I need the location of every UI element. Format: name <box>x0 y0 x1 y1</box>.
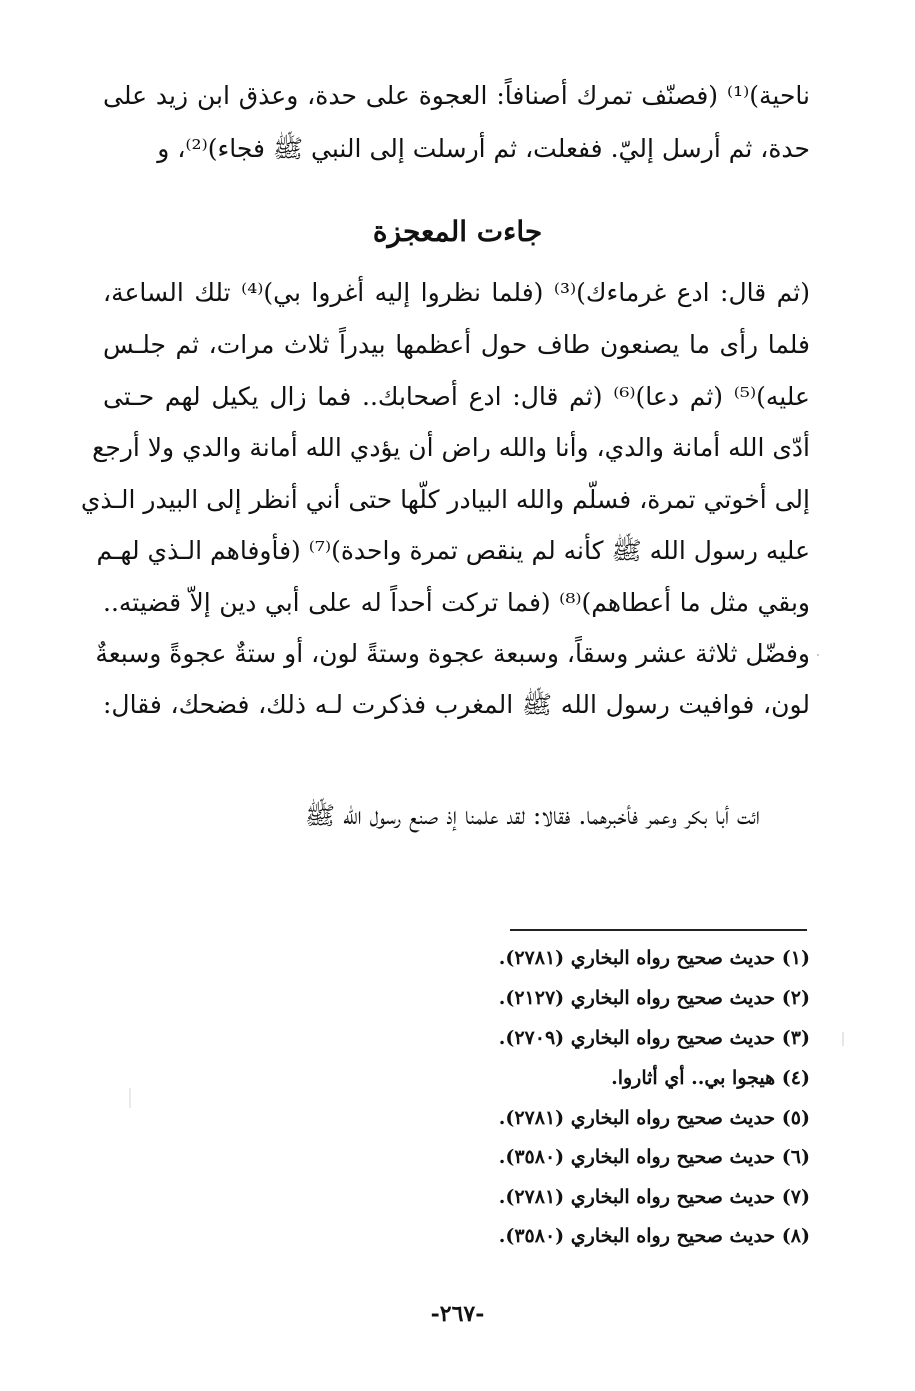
footnote-6: (٦) حديث صحيح رواه البخاري (٣٥٨٠). <box>498 1146 810 1168</box>
footnote-8: (٨) حديث صحيح رواه البخاري (٣٥٨٠). <box>498 1225 810 1247</box>
footnote-2: (٢) حديث صحيح رواه البخاري (٢١٢٧). <box>498 987 810 1009</box>
body-line-10: وفضّل ثلاثة عشر وسقاً، وسبعة عجوة وستةً لون، أو ستةٌ عجوةً وسبعةٌ <box>95 639 810 668</box>
footnote-5: (٥) حديث صحيح رواه البخاري (٢٧٨١). <box>498 1107 810 1129</box>
page-number: -٢٦٧- <box>430 1301 485 1327</box>
footnote-3: (٣) حديث صحيح رواه البخاري (٢٧٠٩). <box>498 1027 810 1049</box>
footnote-separator <box>510 929 807 931</box>
body-line-6: أدّى الله أمانة والدي، وأنا والله راض أن يؤدي الله أمانة والدي ولا أرجع <box>92 433 810 462</box>
body-line-7: إلى أخوتي تمرة، فسلّم والله البيادر كلّها حتى أني أنظر إلى البيدر الـذي <box>80 485 810 514</box>
body-line-5: عليه)⁽⁵⁾ (ثم دعا)⁽⁶⁾ (ثم قال: ادع أصحابك.. فما زال يكيل لهم حـتى <box>103 382 810 411</box>
trailing-line: ائت أبا بكر وعمر فأخبرهما. فقالا: لقد علمنا إذ صنع رسول الله ﷺ <box>304 801 760 830</box>
body-line-8: عليه رسول الله ﷺ كأنه لم ينقص تمرة واحدة)⁽⁷⁾ (فأوفاهم الـذي لهـم <box>96 536 810 565</box>
footnote-4: (٤) هيجوا بي.. أي أثاروا. <box>611 1067 810 1089</box>
body-line-2: حدة، ثم أرسل إليّ. ففعلت، ثم أرسلت إلى النبي ﷺ فجاء)⁽²⁾، و <box>157 134 810 163</box>
footnote-1: (١) حديث صحيح رواه البخاري (٢٧٨١). <box>498 947 810 969</box>
body-line-9: وبقي مثل ما أعطاهم)⁽⁸⁾ (فما تركت أحداً له على أبي دين إلاّ قضيته.. <box>103 588 810 617</box>
body-line-11: لون، فوافيت رسول الله ﷺ المغرب فذكرت لـه ذلك، فضحك، فقال: <box>103 690 810 719</box>
body-line-4: فلما رأى ما يصنعون طاف حول أعظمها بيدراً ثلاث مرات، ثم جلـس <box>103 330 810 359</box>
section-heading: جاءت المعجزة <box>372 215 543 248</box>
body-line-3: (ثم قال: ادع غرماءك)⁽³⁾ (فلما نظروا إليه أغروا بي)⁽⁴⁾ تلك الساعة، <box>103 278 810 307</box>
body-line-1: ناحية)⁽¹⁾ (فصنّف تمرك أصنافاً: العجوة على حدة، وعذق ابن زيد على <box>103 81 810 110</box>
footnote-7: (٧) حديث صحيح رواه البخاري (٢٧٨١). <box>498 1186 810 1208</box>
